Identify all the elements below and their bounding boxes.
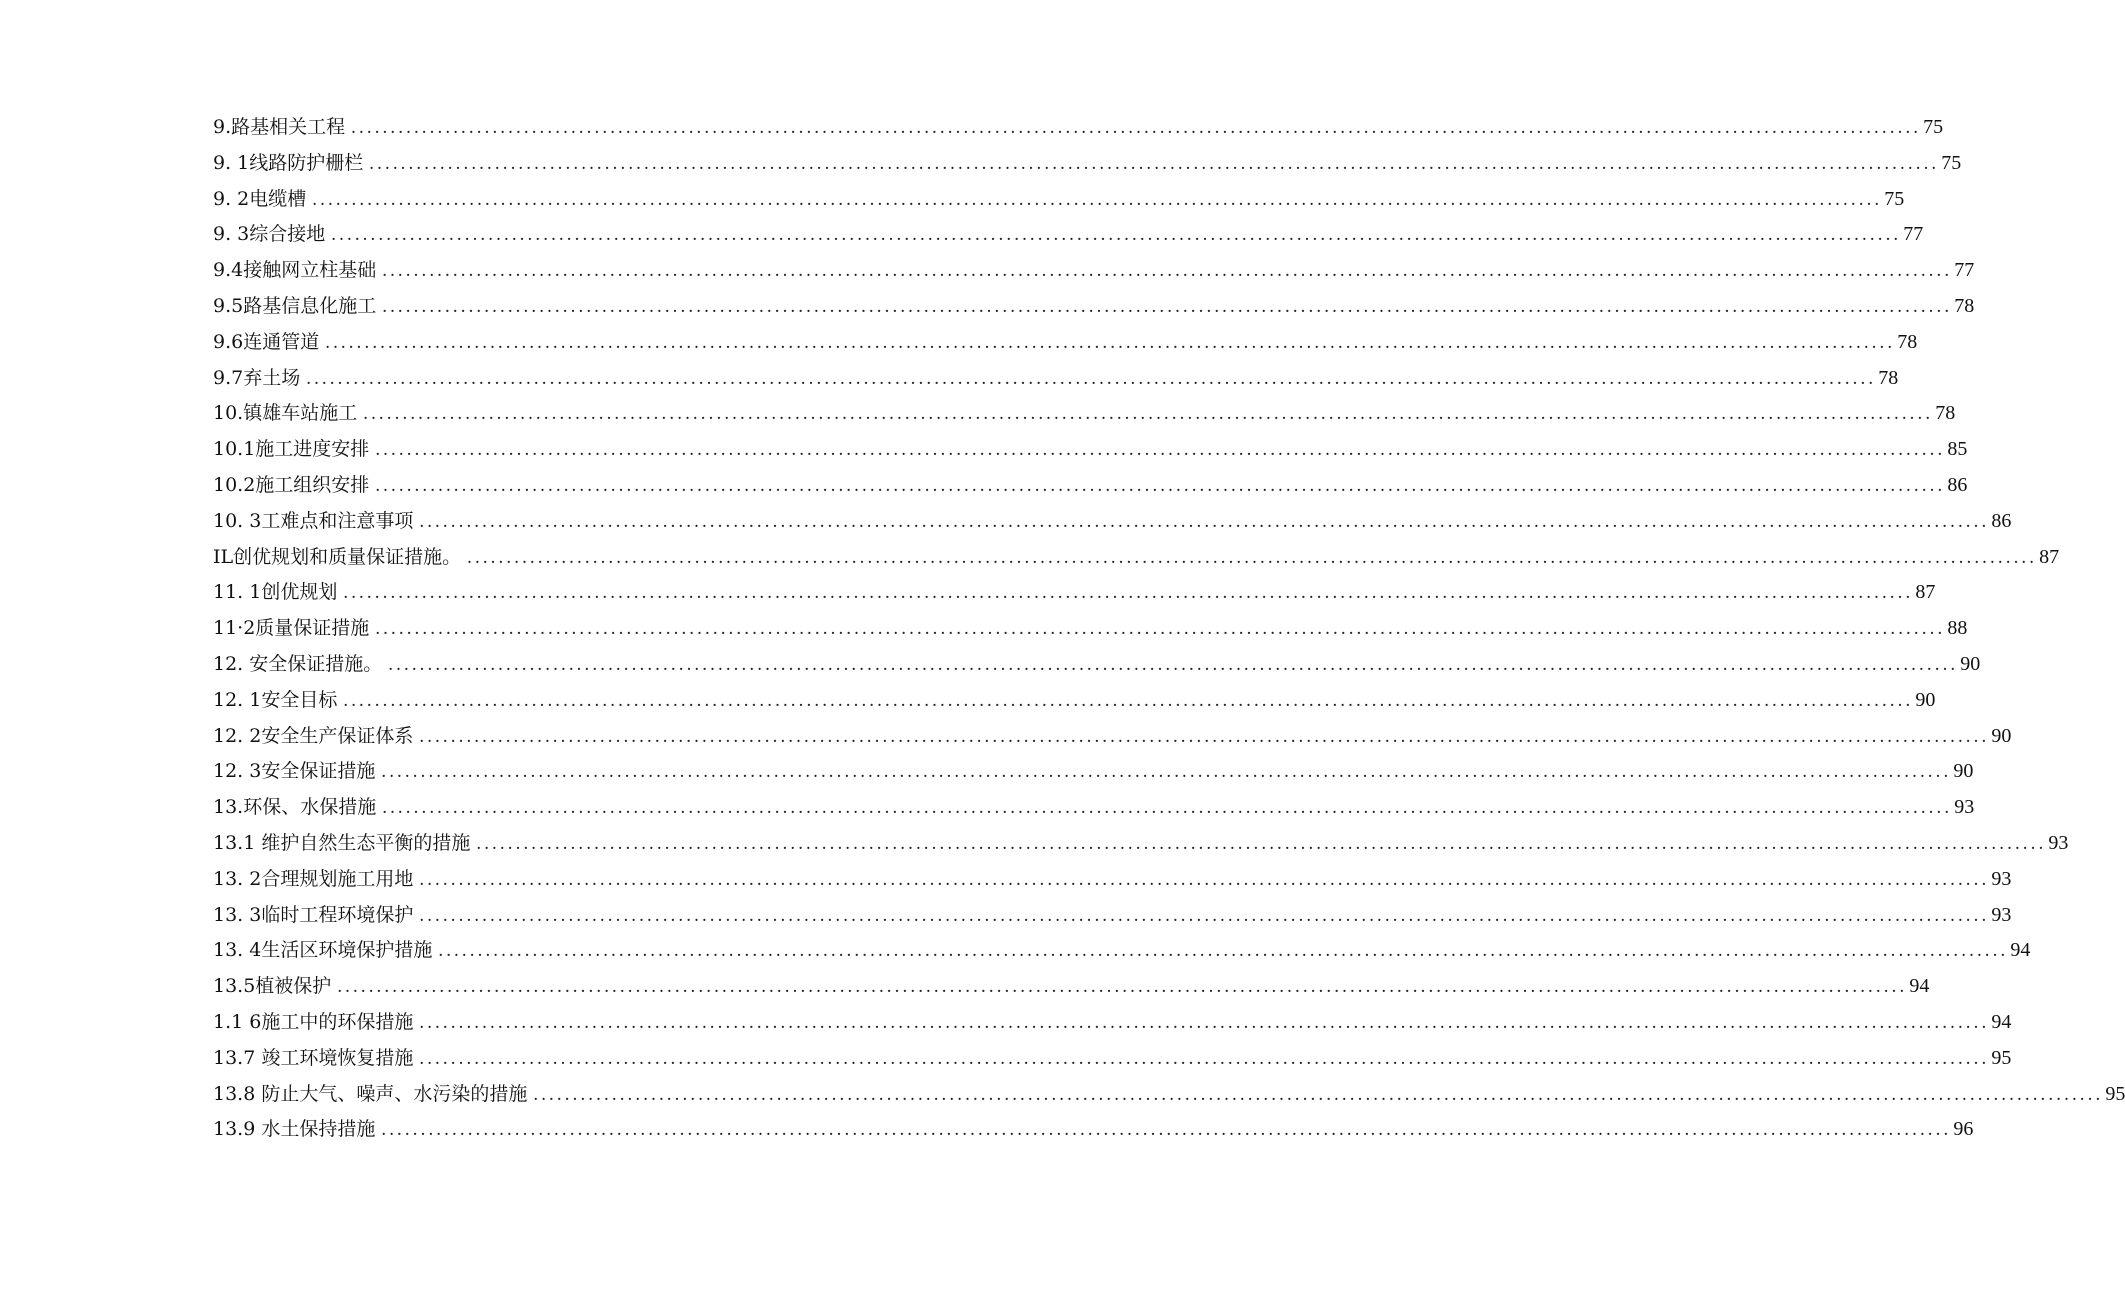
toc-entry-title: 1.1 6施工中的环保措施 <box>213 1010 414 1033</box>
toc-dot-leader: ........................................................................................................................................................................................................ <box>331 224 1902 246</box>
toc-page-number: 90 <box>1991 724 2012 747</box>
toc-entry[interactable] <box>213 575 1936 611</box>
toc-entry-title: 12. 1安全目标 <box>213 688 338 711</box>
toc-entry[interactable] <box>213 289 1975 325</box>
toc-page-number: 78 <box>1897 330 1918 353</box>
toc-page-number: 94 <box>2010 939 2031 962</box>
toc-entry-title: 10. 3工难点和注意事项 <box>213 509 414 532</box>
toc-entry[interactable] <box>213 253 1975 289</box>
toc-entry[interactable] <box>213 1112 1974 1148</box>
toc-page-number: 75 <box>1923 116 1944 138</box>
toc-page-number: 93 <box>1954 796 1975 819</box>
toc-entry-title: 13.8 防止大气、噪声、水污染的措施 <box>213 1082 528 1105</box>
toc-page-number: 78 <box>1878 366 1899 389</box>
toc-entry-title: 9. 3综合接地 <box>213 223 326 246</box>
toc-page-number: 87 <box>2039 545 2060 568</box>
toc-entry[interactable] <box>213 790 1975 826</box>
toc-entry[interactable] <box>213 826 2069 862</box>
toc-dot-leader: ........................................................................................................................................................................................................ <box>337 976 1908 998</box>
toc-dot-leader: ........................................................................................................................................................................................................ <box>476 832 2047 854</box>
toc-dot-leader: ........................................................................................................................................................................................................ <box>533 1083 2104 1105</box>
toc-entry-title: 13.环保、水保措施 <box>213 796 377 819</box>
toc-dot-leader: ........................................................................................................................................................................................................ <box>363 403 1934 425</box>
toc-entry-title: 9.6连通管道 <box>213 330 320 353</box>
toc-entry[interactable] <box>213 468 1968 504</box>
toc-page-number: 75 <box>1884 187 1905 210</box>
toc-entry[interactable] <box>213 540 2060 576</box>
toc-entry[interactable] <box>213 898 2012 934</box>
toc-dot-leader: ........................................................................................................................................................................................................ <box>375 439 1946 461</box>
toc-dot-leader: ........................................................................................................................................................................................................ <box>419 510 1990 532</box>
toc-page-number: 86 <box>1947 473 1968 496</box>
toc-entry-title: 11. 1创优规划 <box>213 581 338 604</box>
toc-page-number: 94 <box>1909 975 1930 998</box>
toc-entry[interactable] <box>213 504 2012 540</box>
toc-entry-title: 13. 4生活区环境保护措施 <box>213 939 433 962</box>
toc-page-number: 78 <box>1954 294 1975 317</box>
toc-entry-title: 9. 1线路防护栅栏 <box>213 151 364 174</box>
toc-dot-leader: ........................................................................................................................................................................................................ <box>419 1011 1990 1033</box>
toc-page-number: 88 <box>1947 617 1968 640</box>
toc-dot-leader: ........................................................................................................................................................................................................ <box>306 367 1877 389</box>
toc-dot-leader: ........................................................................................................................................................................................................ <box>375 474 1946 496</box>
toc-entry[interactable] <box>213 110 1944 146</box>
toc-page-number: 93 <box>2048 831 2069 854</box>
toc-dot-leader: ........................................................................................................................................................................................................ <box>419 904 1990 926</box>
toc-entry[interactable] <box>213 933 2031 969</box>
toc-dot-leader: ........................................................................................................................................................................................................ <box>382 295 1953 317</box>
toc-entry-title: 13.9 水土保持措施 <box>213 1118 376 1141</box>
toc-entry[interactable] <box>213 361 1899 397</box>
toc-entry-title: 12. 安全保证措施。 <box>213 652 383 675</box>
toc-page-number: 93 <box>1991 867 2012 890</box>
toc-entry[interactable] <box>213 182 1905 218</box>
toc-dot-leader: ........................................................................................................................................................................................................ <box>381 761 1952 783</box>
toc-dot-leader: ........................................................................................................................................................................................................ <box>419 868 1990 890</box>
toc-entry[interactable] <box>213 719 2012 755</box>
toc-dot-leader: ........................................................................................................................................................................................................ <box>419 1047 1990 1069</box>
toc-dot-leader: ........................................................................................................................................................................................................ <box>467 546 2038 568</box>
toc-page-number: 95 <box>2105 1082 2125 1105</box>
toc-page-number: 95 <box>1991 1046 2012 1069</box>
table-of-contents <box>213 110 2125 1148</box>
toc-entry-title: 12. 3安全保证措施 <box>213 760 376 783</box>
toc-entry[interactable] <box>213 325 1918 361</box>
toc-entry[interactable] <box>213 754 1974 790</box>
toc-entry-title: 9.路基相关工程 <box>213 116 346 138</box>
toc-dot-leader: ........................................................................................................................................................................................................ <box>325 331 1896 353</box>
toc-entry-title: 13.5植被保护 <box>213 975 332 998</box>
toc-entry-title: 9.7弃土场 <box>213 366 301 389</box>
toc-entry-title: 9. 2电缆槽 <box>213 187 307 210</box>
toc-dot-leader: ........................................................................................................................................................................................................ <box>388 653 1959 675</box>
toc-entry[interactable] <box>213 1041 2012 1077</box>
toc-page-number: 90 <box>1960 652 1981 675</box>
toc-dot-leader: ........................................................................................................................................................................................................ <box>382 797 1953 819</box>
toc-page-number: 90 <box>1915 688 1936 711</box>
toc-dot-leader: ........................................................................................................................................................................................................ <box>375 618 1946 640</box>
toc-entry[interactable] <box>213 146 1962 182</box>
toc-dot-leader: ........................................................................................................................................................................................................ <box>343 582 1914 604</box>
toc-entry-title: 13. 3临时工程环境保护 <box>213 903 414 926</box>
toc-entry[interactable] <box>213 611 1968 647</box>
toc-entry-title: 12. 2安全生产保证体系 <box>213 724 414 747</box>
toc-dot-leader: ........................................................................................................................................................................................................ <box>382 260 1953 282</box>
toc-entry-title: 10.1施工进度安排 <box>213 438 370 461</box>
toc-entry[interactable] <box>213 969 1930 1005</box>
toc-entry[interactable] <box>213 1077 2125 1113</box>
toc-dot-leader: ........................................................................................................................................................................................................ <box>438 940 2009 962</box>
toc-dot-leader: ........................................................................................................................................................................................................ <box>381 1119 1952 1141</box>
toc-dot-leader: ........................................................................................................................................................................................................ <box>312 188 1883 210</box>
toc-page-number: 90 <box>1953 760 1974 783</box>
toc-entry[interactable] <box>213 217 1924 253</box>
toc-page-number: 85 <box>1947 438 1968 461</box>
toc-entry[interactable] <box>213 647 1981 683</box>
toc-entry-title: 13.7 竣工环境恢复措施 <box>213 1046 414 1069</box>
toc-page-number: 86 <box>1991 509 2012 532</box>
toc-entry-title: 9.4接触网立柱基础 <box>213 259 377 282</box>
toc-entry-title: 9.5路基信息化施工 <box>213 294 377 317</box>
toc-entry[interactable] <box>213 1005 2012 1041</box>
toc-page-number: 87 <box>1915 581 1936 604</box>
toc-entry[interactable] <box>213 862 2012 898</box>
toc-dot-leader: ........................................................................................................................................................................................................ <box>343 689 1914 711</box>
toc-entry[interactable] <box>213 432 1968 468</box>
toc-entry-title: 10.2施工组织安排 <box>213 473 370 496</box>
toc-page-number: 94 <box>1991 1010 2012 1033</box>
toc-page-number: 75 <box>1941 151 1962 174</box>
toc-page-number: 78 <box>1935 402 1956 425</box>
toc-page-number: 77 <box>1903 223 1924 246</box>
toc-entry[interactable] <box>213 396 1956 432</box>
toc-dot-leader: ........................................................................................................................................................................................................ <box>369 152 1940 174</box>
toc-dot-leader: ........................................................................................................................................................................................................ <box>419 725 1990 747</box>
toc-entry-title: 10.镇雄车站施工 <box>213 402 358 425</box>
toc-dot-leader: ........................................................................................................................................................................................................ <box>351 117 1922 138</box>
toc-page-number: 96 <box>1953 1118 1974 1141</box>
toc-entry-title: 13. 2合理规划施工用地 <box>213 867 414 890</box>
toc-page-number: 93 <box>1991 903 2012 926</box>
toc-entry-title: 13.1 维护自然生态平衡的措施 <box>213 831 471 854</box>
toc-entry[interactable] <box>213 683 1936 719</box>
toc-page-number: 77 <box>1954 259 1975 282</box>
toc-entry-title: IL创优规划和质量保证措施。 <box>213 545 462 568</box>
toc-entry-title: 11·2质量保证措施 <box>213 617 370 640</box>
